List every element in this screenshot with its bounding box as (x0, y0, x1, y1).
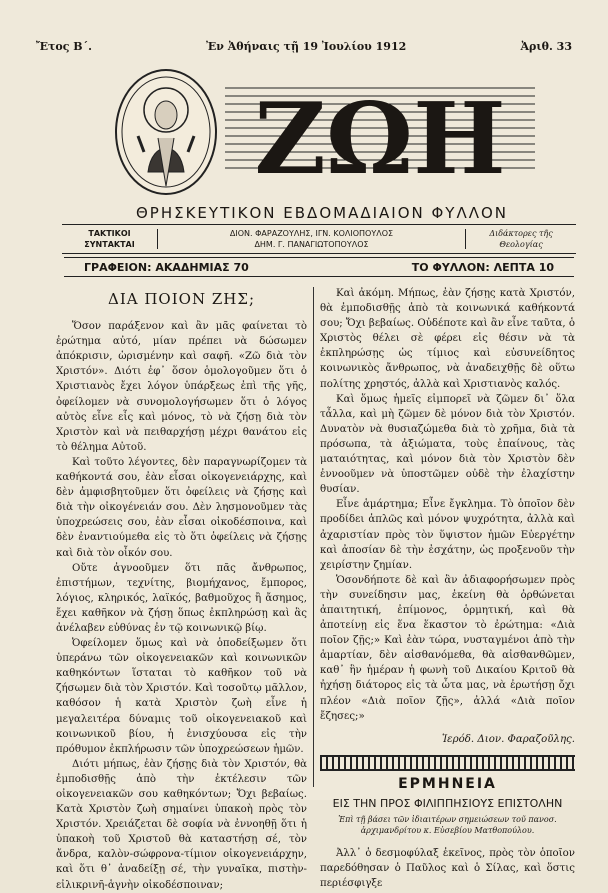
editors-title: Διδάκτορες τῆς Θεολογίας (489, 229, 553, 249)
article-paragraph: Ὅσον παράξενον καὶ ἂν μᾶς φαίνεται τὸ ἐρώτημα αὐτό, μίαν πρέπει νὰ δώσωμεν ἀπόκρισιν, ὡρισμένην καὶ σαφῆ. «Ζῶ διὰ τὸν Χριστόν». Διότι ἐφ᾽ ὅσον ὁμολογοῦμεν ὅτι ὁ Χριστιανὸς ἔχει λόγον ὑπάρξεως ἐπὶ τῆς γῆς, ὀφείλομεν νὰ συνομολογήσωμεν ὅτι ὁ λόγος αὐτὸς εἶνε εἷς καὶ μόνος, τὸ νὰ ζήσῃ διὰ τὸν Χριστὸν καὶ νὰ πειθαρχήσῃ μέχρι θανάτου εἰς τὸ θέλημα Αὐτοῦ. (56, 321, 307, 453)
article-paragraph: Οὔτε ἀγνοοῦμεν ὅτι πᾶς ἄνθρωπος, ἐπιστήμων, τεχνίτης, βιομήχανος, ἔμπορος, λόγιος, κληρικός, λαϊκός, βαθμοῦχος ἢ ἄσημος, ἔχει καθῆκον νὰ ζήσῃ ὅπως ἐκπληρώσῃ καὶ ἃς ἀνέλαβεν εὐθύνας ἐν τῷ κοινωνικῷ βίῳ. (56, 562, 307, 634)
header-line (36, 40, 572, 56)
christ-medallion-illustration (114, 68, 218, 196)
masthead-title-text: ΖΩΗ (254, 82, 506, 183)
second-article-note: Ἐπὶ τῇ βάσει τῶν ἰδιαιτέρων σημειώσεων τοῦ πανοσ. ἀρχιμανδρίτου κ. Εὐσεβίου Ματθοπούλου. (338, 815, 557, 835)
article-paragraph: Διότι μήπως, ἐὰν ζήσῃς διὰ τὸν Χριστόν, θὰ ἐμποδισθῇς ἀπὸ τὴν ἐκτέλεσιν τῶν οἰκογενειακῶν σου καθηκόντων; Ὄχι βεβαίως. Κατὰ Χριστὸν ζωὴ σημαίνει ὑπακοὴ πρὸς τὸν Χριστόν. Χρειάζεται δὲ σοφία νὰ ἐννοηθῇ ὅτι ἡ ὑπακοὴ τοῦ Χριστοῦ θὰ καταστήσῃ σέ, τὸν ἄνδρα, καλὸν-σώφρονα-τίμιον οἰκογενειάρχην, καὶ ὅτι θ᾽ ἀναδείξῃ σέ, τὴν γυναῖκα, πιστὴν-εἰλικρινῆ-ἁγνὴν οἰκοδέσποιναν; (56, 758, 307, 891)
issue-number: Ἀριθ. 33 (520, 40, 572, 53)
issue-price: ΤΟ ΦΥΛΛΟΝ: ΛΕΠΤΑ 10 (411, 260, 554, 274)
year-label: Ἔτος Β΄. (36, 40, 92, 53)
masthead-title-zoi (225, 78, 535, 183)
editors-label: ΤΑΚΤΙΚΟΙ ΣΥΝΤΑΚΤΑΙ (84, 229, 135, 249)
article-paragraph: Καὶ τοῦτο λέγοντες, δὲν παραγνωρίζομεν τὰ καθήκοντά σου, ἐὰν εἶσαι οἰκογενειάρχης, καὶ δὲν ἀμφισβητοῦμεν ὅτι ὀφείλεις νὰ ζήσῃς καὶ διὰ τὴν οἰκογένειάν σου. Δὲν λησμονοῦμεν τὰς ὑποχρεώσεις σου, ἐὰν εἶσαι οἰκοδέσποινα, καὶ δὲν ἐναντιούμεθα εἰς τὸ ὅτι ὀφείλεις νὰ ζήσῃς καὶ διὰ τὸν οἶκόν σου. (56, 456, 307, 559)
article-paragraph: Καὶ ὅμως ἡμεῖς εἰμπορεῖ νὰ ζῶμεν δι᾽ ὅλα τἆλλα, καὶ μὴ ζῶμεν δὲ μόνον διὰ τὸν Χριστόν. Δυνατὸν νὰ θυσιαζώμεθα διὰ τὸ χρῆμα, διὰ τὰ πρόσωπα, τὰ ἀξιώματα, τοὺς ἐπαίνους, τὰς ματαιότητας, καὶ μόνον διὰ τὸν Χριστὸν δὲν ἐννοοῦμεν νὰ ὑποστῶμεν οὐδὲ τὴν ἐλαχίστην θυσίαν. (320, 393, 575, 496)
masthead-subtitle: ΘΡΗΣΚΕΥΤΙΚΟΝ ΕΒΔΟΜΑΔΙΑΙΟΝ ΦΥΛΛΟΝ (135, 204, 509, 222)
editors-bar (62, 224, 576, 254)
article-title: ΔΙΑ ΠΟΙΟΝ ΖΗΣ; (107, 290, 255, 308)
second-article-subtitle: ΕΙΣ ΤΗΝ ΠΡΟΣ ΦΙΛΙΠΠΗΣΙΟΥΣ ΕΠΙΣΤΟΛΗΝ (332, 796, 563, 810)
article-paragraph: Ὀφείλομεν ὅμως καὶ νὰ ὁποδείξωμεν ὅτι ὑπεράνω τῶν οἰκογενειακῶν καὶ κοινωνικῶν καθηκόντων ἵσταται τὸ καθῆκον τοῦ νὰ ζήσωμεν διὰ τὸν Χριστόν. Καὶ τοσοῦτῳ μᾶλλον, καθόσον ἡ κατὰ Χριστὸν ζωὴ εἶνε ἡ μεγαλειτέρα δύναμις τοῦ οἰκογενειακοῦ καὶ κοινωνικοῦ βίου, ἡ ἐνισχύουσα εἰς τὴν πρόθυμον ἐκπλήρωσιν τῶν ὑποχρεώσεων ἡμῶν. (56, 638, 307, 755)
author-signature: Ἱερόδ. Διον. Φαραζοῦλης. (441, 733, 575, 745)
article-paragraph: Ὁσονδήποτε δὲ καὶ ἂν ἀδιαφορήσωμεν πρὸς τὴν συνείδησιν μας, ἐκείνη θὰ ὀρθώνεται ἀπαιτητική, ἐπίμονος, ὁρμητική, καὶ θὰ ἀποτείνῃ εἰς ἕνα ἕκαστον τὸ ἐρώτημα: «Διὰ ποῖον ζῇς;» Καὶ ἐὰν τώρα, νυσταγμένοι ἀπὸ τὴν ἁμαρτίαν, δὲν αἰσθανόμεθα, θὰ αἰσθανθῶμεν, καθ᾽ ἣν ἡμέραν ἡ φωνὴ τοῦ Δικαίου Κριτοῦ θὰ ἠχήσῃ διάτορος εἰς τὰ ὦτα μας, νὰ ἐρωτήσῃ ὄχι πλέον «Διὰ ποῖον ζῇς», ἀλλά «Διὰ ποῖον ἔζησες;» (320, 574, 575, 722)
left-column (56, 286, 307, 893)
editors-names: ΔΙΟΝ. ΦΑΡΑΖΟΥΛΗΣ, ΙΓΝ. ΚΟΛΙΟΠΟΥΛΟΣ ΔΗΜ. Γ. ΠΑΝΑΓΙΩΤΟΠΟΥΛΟΣ (229, 229, 394, 249)
article-paragraph: Καὶ ἀκόμη. Μήπως, ἐὰν ζήσῃς κατὰ Χριστόν, θὰ ἐμποδισθῇς ἀπὸ τὰ κοινωνικά καθήκοντά σου; Ὄχι βεβαίως. Οὐδέποτε καὶ ἂν εἶνε ταῦτα, ὁ Χριστὸς θέλει σὲ φέρει εἰς θέσιν νὰ τὰ ἐκπληρώσῃς ὡς τίμιος καὶ εὐσυνείδητος κοινωνικὸς ἄνθρωπος, νὰ ἀναδειχθῇς δὲ οὕτω πολίτης χρηστός, ἀλλὰ καὶ Χριστιανὸς καλός. (320, 288, 575, 390)
article-paragraph: Εἶνε ἁμάρτημα; Εἶνε ἔγκλημα. Τὸ ὁποῖον δὲν προδίδει ἁπλῶς καὶ μόνον ψυχρότητα, ἀλλὰ καὶ ἀχαριστίαν πρὸς τὸν ὕψιστον ἡμῶν Εὐεργέτην καὶ ἀποσίαν δὲ τὴν ἐσχάτην, ὡς προξενοῦν τὴν χειρίστην ζημίαν. (320, 499, 575, 571)
second-article-title: ΕΡΜΗΝΕΙΑ (398, 775, 497, 792)
right-column (320, 286, 575, 891)
ornamental-rule (320, 755, 575, 771)
second-article-paragraph: Ἀλλ᾽ ὁ δεσμοφύλαξ ἐκεῖνος, πρὸς τὸν ὁποῖον παρεδόθησαν ὁ Παῦλος καὶ ὁ Σίλας, καὶ ὅστις περιέσφιγξε (320, 848, 575, 890)
date-label: Ἐν Ἀθήναις τῇ 19 Ἰουλίου 1912 (206, 40, 407, 53)
column-divider (313, 287, 314, 787)
office-address: ΓΡΑΦΕΙΟΝ: ΑΚΑΔΗΜΙΑΣ 70 (84, 260, 249, 274)
office-price-bar (64, 257, 574, 277)
